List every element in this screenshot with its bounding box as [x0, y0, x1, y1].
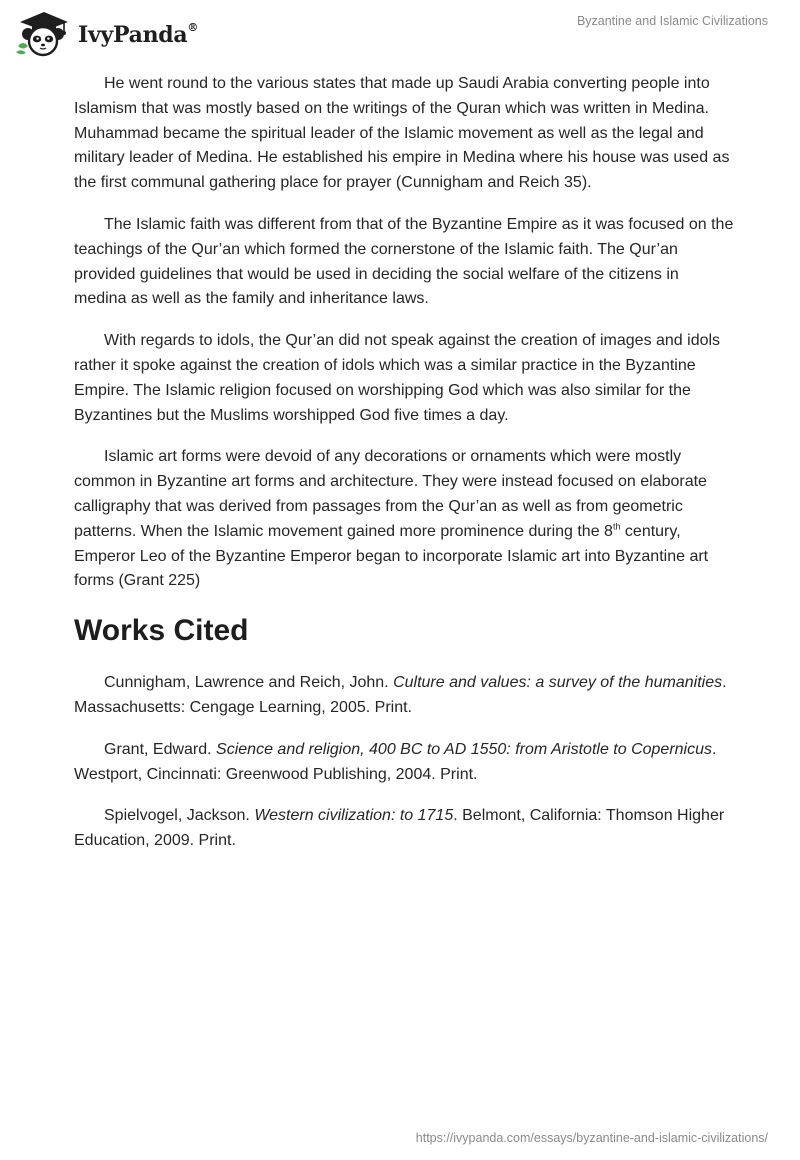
paragraph-text: century, Emperor Leo of the Byzantine Emperor began to incorporate Islamic art into Byzantine art forms (Grant 225)	[74, 522, 709, 590]
citation-publisher: . Westport, Cincinnati: Greenwood Publishing, 2004. Print.	[74, 740, 717, 783]
essay-content	[74, 72, 734, 871]
body-paragraph	[74, 445, 734, 594]
body-paragraph: With regards to idols, the Qur’an did not speak against the creation of images and idols rather it spoke against the creation of idols which was a similar practice in the Byzantine Empire. The Islamic religion focused on worshipping God which was also similar for the Byzantines but the Muslims worshipped God five times a day.	[74, 332, 721, 424]
page-header	[0, 0, 800, 60]
citation-entry	[74, 671, 734, 721]
citation-title: Culture and values: a survey of the humanities	[393, 674, 723, 692]
citation-publisher: . Belmont, California: Thomson Higher Education, 2009. Print.	[74, 807, 725, 850]
source-url[interactable]: https://ivypanda.com/essays/byzantine-and-islamic-civilizations/	[415, 1131, 768, 1145]
citation-title: Western civilization: to 1715	[254, 807, 454, 825]
citation-title: Science and religion, 400 BC to AD 1550: from Aristotle to Copernicus	[216, 740, 713, 758]
citation-author: Grant, Edward.	[104, 740, 217, 758]
running-title: Byzantine and Islamic Civilizations	[576, 14, 768, 28]
citation-author: Spielvogel, Jackson.	[104, 807, 255, 825]
citation-entry	[74, 738, 734, 788]
brand-name: IvyPanda®	[78, 20, 199, 48]
paragraph-text: Islamic art forms were devoid of any decorations or ornaments which were mostly common in Byzantine art forms and architecture. They were instead focused on elaborate calligraphy that was derived from passages from the Qur’an as well as from geometric patterns. When the Islamic movement gained more prominence during the 8	[74, 448, 707, 540]
panda-graduate-icon	[14, 8, 72, 58]
citation-entry	[74, 804, 734, 854]
ordinal-suffix: th	[612, 521, 621, 532]
body-paragraph: The Islamic faith was different from that of the Byzantine Empire as it was focused on the teachings of the Qur’an which formed the cornerstone of the Islamic faith. The Qur’an provided guidelines that would be used in deciding the social welfare of the citizens in medina as well as the family and inheritance laws.	[74, 215, 734, 308]
registered-mark: ®	[187, 20, 199, 34]
citation-author: Cunnigham, Lawrence and Reich, John.	[104, 674, 394, 692]
works-cited-heading: Works Cited	[74, 614, 249, 648]
citation-publisher: . Massachusetts: Cengage Learning, 2005. Print.	[74, 674, 727, 716]
ivypanda-logo[interactable]	[14, 8, 198, 58]
body-paragraph: He went round to the various states that made up Saudi Arabia converting people into Islamism that was mostly based on the writings of the Quran which was written in Medina. Muhammad became the spiritual leader of the Islamic movement as well as the legal and military leader of Medina. He established his empire in Medina where his house was used as the first communal gathering place for prayer (Cunnigham and Reich 35).	[74, 75, 730, 192]
